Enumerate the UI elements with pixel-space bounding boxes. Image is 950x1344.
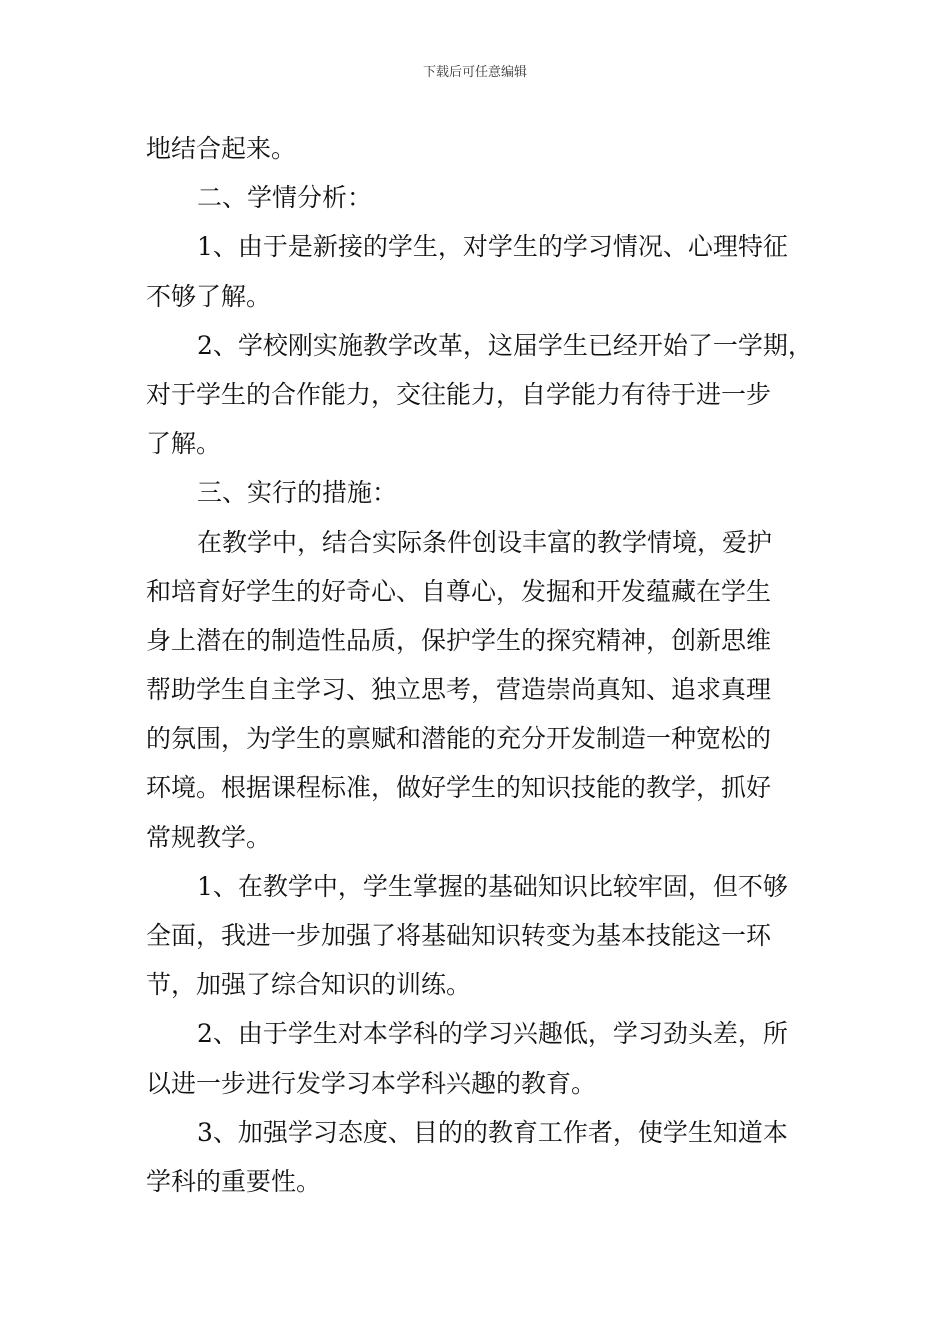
- text-line: 节，加强了综合知识的训练。: [146, 970, 472, 1000]
- text-line: 地结合起来。: [146, 134, 297, 163]
- text-line: 身上潜在的制造性品质，保护学生的探究精神，创新思维: [146, 625, 772, 655]
- text-line: 3、加强学习态度、目的的教育工作者，使学生知道本: [197, 1117, 788, 1147]
- page-header: 下载后可任意编辑: [422, 65, 527, 80]
- text-line: 学科的重要性。: [146, 1166, 322, 1196]
- text-line: 对于学生的合作能力，交往能力，自学能力有待于进一步: [146, 379, 772, 409]
- text-line: 帮助学生自主学习、独立思考，营造崇尚真知、追求真理: [146, 675, 772, 705]
- text-line: 和培育好学生的好奇心、自尊心，发掘和开发蕴藏在学生: [146, 576, 772, 606]
- text-line: 以进一步进行发学习本学科兴趣的教育。: [146, 1068, 597, 1098]
- document-body: [146, 124, 813, 1206]
- text-line: 在教学中，结合实际条件创设丰富的教学情境，爱护: [197, 527, 773, 557]
- text-line: 不够了解。: [146, 281, 272, 311]
- text-line: 2、学校刚实施教学改革，这届学生已经开始了一学期，: [197, 330, 813, 360]
- text-line: 了解。: [146, 429, 222, 459]
- text-line: 环境。根据课程标准，做好学生的知识技能的教学，抓好: [146, 773, 772, 803]
- text-line: 2、由于学生对本学科的学习兴趣低，学习劲头差，所: [197, 1019, 788, 1049]
- text-line: 的氛围，为学生的禀赋和潜能的充分开发制造一种宽松的: [146, 724, 772, 754]
- text-line: 三、实行的措施：: [197, 478, 398, 508]
- text-line: 全面，我进一步加强了将基础知识转变为基本技能这一环: [146, 921, 772, 950]
- text-line: 常规教学。: [146, 822, 272, 852]
- text-line: 二、学情分析：: [197, 183, 373, 213]
- text-line: 1、在教学中，学生掌握的基础知识比较牢固，但不够: [197, 871, 788, 901]
- text-line: 1、由于是新接的学生，对学生的学习情况、心理特征: [197, 232, 788, 262]
